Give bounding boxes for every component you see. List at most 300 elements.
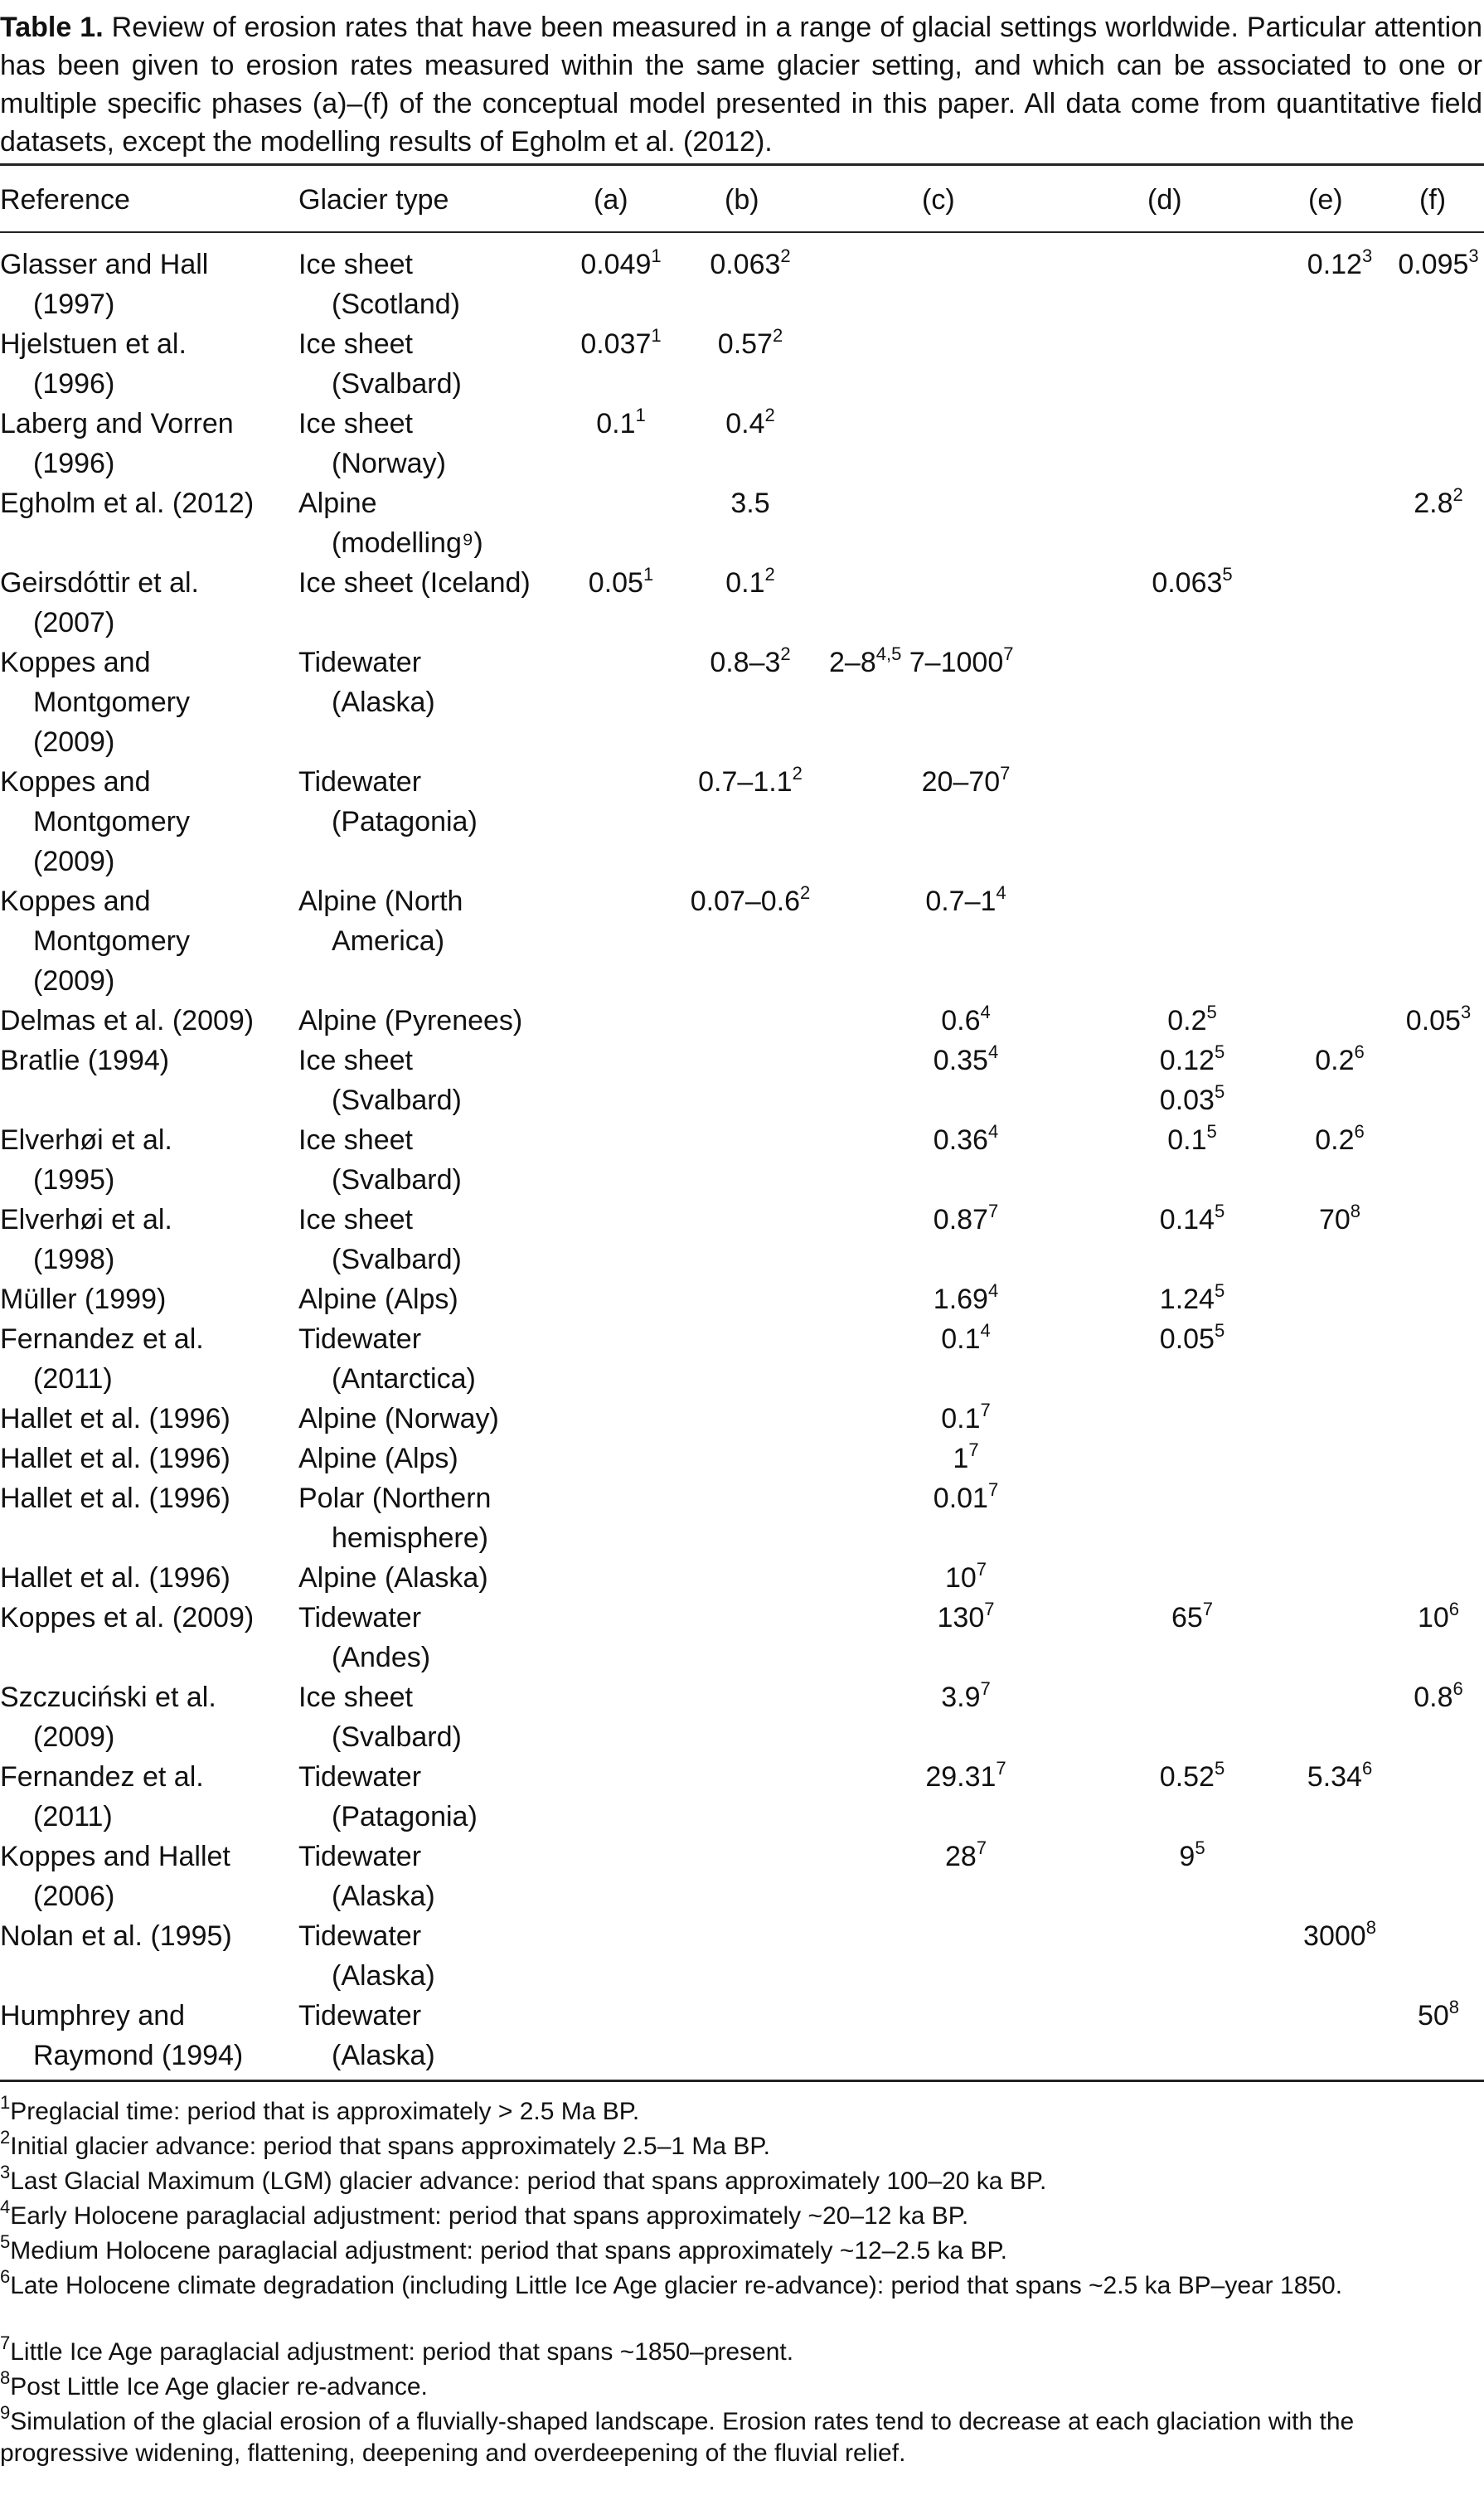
cell-text: (Svalbard): [332, 368, 462, 400]
cell-text: Koppes et al. (2009): [0, 1602, 255, 1633]
header-col-a: (a): [594, 184, 628, 216]
rate-value: 7–1000: [901, 647, 1004, 678]
cell-line: [0, 1717, 216, 1757]
cell-text: Koppes and: [0, 766, 151, 798]
cell-text: Tidewater: [298, 1323, 422, 1355]
rate-value: 0.57: [717, 328, 773, 360]
rate-line: [1118, 1837, 1267, 1876]
row-reference: [0, 1041, 169, 1080]
footnote: [0, 2162, 1482, 2197]
rate-value: 0.07–0.6: [690, 886, 801, 917]
footnote-ref: 2: [764, 563, 775, 585]
rate-line: [829, 643, 1103, 682]
row-glacier-type: [298, 1916, 435, 1996]
rate-line: [1290, 1916, 1389, 1956]
cell-text: America): [332, 925, 445, 957]
footnote: [0, 2367, 1482, 2403]
cell-text: Koppes and: [0, 886, 151, 917]
row-reference: [0, 1478, 230, 1518]
rate-cell-d: [1118, 563, 1267, 603]
rate-value: 65: [1171, 1602, 1203, 1633]
cell-text: Montgomery: [33, 687, 190, 718]
rate-line: [567, 563, 675, 603]
cell-line: [298, 1598, 430, 1638]
footnote-text: Late Holocene climate degradation (including Little Ice Age glacier re-advance): period that spans ~2.5 ka BP–year 1850.: [10, 2272, 1343, 2299]
footnote-ref: 2: [764, 404, 775, 425]
row-reference: [0, 1399, 230, 1439]
cell-line: [298, 483, 483, 523]
rate-cell-c: [829, 1279, 1103, 1319]
rate-cell-b: [680, 324, 821, 364]
cell-text: (2011): [33, 1363, 113, 1395]
cell-text: Fernandez et al.: [0, 1323, 204, 1355]
cell-line: [298, 1319, 476, 1359]
rate-line: [680, 483, 821, 523]
row-glacier-type: [298, 1598, 430, 1677]
cell-line: [298, 444, 446, 483]
rate-cell-a: [567, 324, 675, 364]
footnote-ref: 5: [1214, 1279, 1225, 1301]
row-glacier-type: [298, 324, 462, 404]
rate-line: [1393, 245, 1484, 284]
footnote-ref: 4: [987, 1041, 999, 1062]
cell-text: Glasser and Hall: [0, 249, 209, 280]
rate-value: 0.01: [933, 1483, 988, 1514]
rate-cell-c: [829, 1399, 1103, 1439]
rate-cell-b: [680, 762, 821, 802]
row-reference: [0, 1677, 216, 1757]
footnote-number: 2: [0, 2127, 11, 2148]
cell-text: Laberg and Vorren: [0, 408, 234, 439]
rate-value: 1.24: [1159, 1284, 1215, 1315]
header-col-d: (d): [1147, 184, 1182, 216]
footnote-text: Preglacial time: period that is approximately > 2.5 Ma BP.: [10, 2098, 640, 2125]
row-reference: [0, 1916, 232, 1956]
rate-line: [829, 762, 1103, 802]
rate-cell-d: [1118, 1757, 1267, 1797]
footnote-ref: 1: [651, 245, 662, 266]
cell-text: Delmas et al. (2009): [0, 1005, 255, 1036]
row-reference: [0, 881, 190, 1001]
cell-line: [0, 1439, 230, 1478]
rate-value: 0.063: [1152, 567, 1223, 599]
rate-value: 3.5: [730, 488, 770, 519]
cell-text: Ice sheet: [298, 1045, 413, 1076]
cell-text: Nolan et al. (1995): [0, 1920, 232, 1952]
rate-value: 0.35: [933, 1045, 988, 1076]
rate-value: 70: [1318, 1204, 1351, 1235]
footnote-text: Last Glacial Maximum (LGM) glacier advance: period that spans approximately 100–20 ka BP.: [10, 2167, 1047, 2195]
rate-cell-c: [829, 1558, 1103, 1598]
cell-line: [298, 643, 435, 682]
cell-text: Fernandez et al.: [0, 1761, 204, 1793]
rate-value: 50: [1417, 2000, 1449, 2031]
cell-line: [0, 1279, 166, 1319]
rate-line: [567, 245, 675, 284]
footnote-ref: 5: [1214, 1041, 1225, 1062]
cell-text: Alpine (North: [298, 886, 463, 917]
cell-text: Elverhøi et al.: [0, 1204, 172, 1235]
footnote-ref: 4: [996, 881, 1006, 903]
cell-text: Tidewater: [298, 1602, 422, 1633]
rate-line: [1118, 1001, 1267, 1041]
cell-text: (Andes): [332, 1642, 431, 1673]
footnote-ref: 5: [1214, 1319, 1225, 1341]
row-glacier-type: [298, 881, 463, 961]
cell-text: Ice sheet (Iceland): [298, 567, 531, 599]
cell-line: [298, 523, 483, 563]
row-glacier-type: [298, 1279, 458, 1319]
footnote-ref: 7: [980, 1399, 991, 1420]
cell-line: [298, 682, 435, 722]
cell-text: Elverhøi et al.: [0, 1124, 172, 1156]
cell-line: [298, 1518, 491, 1558]
cell-line: [0, 404, 234, 444]
cell-line: [0, 1399, 230, 1439]
rate-value: 0.1: [941, 1323, 981, 1355]
cell-line: [0, 762, 190, 802]
rate-line: [829, 881, 1103, 921]
cell-line: [298, 762, 478, 802]
rate-line: [1290, 1041, 1389, 1080]
rate-line: [1118, 1757, 1267, 1797]
rate-value: 3.9: [941, 1682, 981, 1713]
top-rule: [0, 163, 1484, 166]
cell-line: [0, 643, 190, 682]
rate-line: [1118, 563, 1267, 603]
cell-line: [298, 1876, 435, 1916]
rate-cell-c: [829, 762, 1103, 802]
cell-line: [298, 1478, 491, 1518]
rate-cell-c: [829, 1837, 1103, 1876]
rate-cell-a: [567, 563, 675, 603]
cell-line: [0, 1120, 172, 1160]
footnote-ref: 6: [1361, 1757, 1373, 1779]
rate-value: 1.69: [933, 1284, 988, 1315]
row-glacier-type: [298, 1837, 435, 1916]
footnote: [0, 2231, 1482, 2267]
cell-line: [298, 1757, 478, 1797]
rate-value: 0.8: [1414, 1682, 1453, 1713]
rate-cell-b: [680, 404, 821, 444]
cell-text: Koppes and Hallet: [0, 1841, 230, 1872]
rate-line: [1393, 483, 1484, 523]
cell-line: [298, 284, 460, 324]
footnote-ref: 5: [1214, 1080, 1225, 1102]
footnote-ref: 7: [996, 1757, 1006, 1779]
row-glacier-type: [298, 1558, 488, 1598]
footnote-ref: 1: [651, 324, 662, 346]
rate-cell-c: [829, 1200, 1103, 1240]
rate-cell-f: [1393, 483, 1484, 523]
cell-line: [298, 245, 460, 284]
rate-line: [1290, 1120, 1389, 1160]
footnote-number: 7: [0, 2332, 11, 2353]
rate-line: [680, 881, 821, 921]
row-reference: [0, 1837, 230, 1916]
cell-line: [298, 1120, 462, 1160]
rate-value: 5.34: [1307, 1761, 1362, 1793]
footnote-ref: 7: [1003, 643, 1014, 664]
rate-line: [1118, 1319, 1267, 1359]
cell-text: Tidewater: [298, 1920, 422, 1952]
rate-cell-c: [829, 1319, 1103, 1359]
cell-line: [298, 324, 462, 364]
cell-text: Montgomery: [33, 806, 190, 837]
cell-line: [298, 2036, 435, 2075]
rate-value: 0.2: [1315, 1124, 1355, 1156]
footnote-ref: 4: [980, 1001, 991, 1022]
rate-cell-f: [1393, 245, 1484, 284]
rate-cell-c: [829, 643, 1103, 682]
rate-line: [680, 404, 821, 444]
footnote-ref: 4: [987, 1120, 999, 1142]
footnote-ref: 7: [968, 1439, 979, 1460]
cell-line: [298, 1916, 435, 1956]
row-glacier-type: [298, 1120, 462, 1200]
rate-line: [680, 563, 821, 603]
rate-value: 29.31: [925, 1761, 997, 1793]
rate-value: 10: [944, 1562, 977, 1594]
row-reference: [0, 483, 254, 523]
cell-line: [0, 324, 187, 364]
footnote-ref: 2: [780, 643, 791, 664]
cell-line: [298, 1797, 478, 1837]
cell-line: [298, 1240, 462, 1279]
footnote: [0, 2092, 1482, 2128]
cell-text: Tidewater: [298, 1841, 422, 1872]
cell-text: (2009): [33, 1721, 115, 1753]
cell-line: [298, 881, 463, 921]
rate-cell-f: [1393, 1001, 1484, 1041]
rate-line: [829, 1120, 1103, 1160]
rate-value: 3000: [1303, 1920, 1366, 1952]
footnote-ref: 7: [976, 1837, 987, 1858]
footnote-text: Simulation of the glacial erosion of a fluvially-shaped landscape. Erosion rates tend to decrease at each glaciation with the progressive widening, flattening, deepening and overdeepening of the fluvial relief.: [0, 2408, 1355, 2467]
cell-text: (Svalbard): [332, 1164, 462, 1196]
row-reference: [0, 1319, 204, 1399]
rate-cell-c: [829, 1041, 1103, 1080]
row-reference: [0, 404, 234, 483]
cell-text: Hallet et al. (1996): [0, 1562, 230, 1594]
cell-text: (2009): [33, 846, 115, 877]
rate-line: [829, 1598, 1103, 1638]
cell-text: (1996): [33, 368, 115, 400]
rate-line: [829, 1439, 1103, 1478]
footnote-ref: 3: [1460, 1001, 1472, 1022]
cell-line: [298, 921, 463, 961]
footnote: [0, 2402, 1482, 2469]
rate-cell-d: [1118, 1041, 1267, 1120]
cell-text: Polar (Northern: [298, 1483, 492, 1514]
cell-line: [298, 1279, 458, 1319]
cell-line: [298, 1717, 462, 1757]
header-col-b: (b): [725, 184, 759, 216]
row-glacier-type: [298, 1677, 462, 1757]
caption-text: Review of erosion rates that have been measured in a range of glacial settings worldwide. Particular attention has been given to erosion rates measured within the same glacier setting, and which can be associated to one or multiple specific phases (a)–(f) of the conceptual model presented in this paper. All data come from quantitative field datasets, except the modelling results of Egholm et al. (2012).: [0, 12, 1482, 158]
cell-line: [0, 1558, 230, 1598]
rate-cell-d: [1118, 1319, 1267, 1359]
rate-cell-f: [1393, 1677, 1484, 1717]
rate-line: [829, 1001, 1103, 1041]
cell-text: Hallet et al. (1996): [0, 1443, 230, 1474]
cell-text: Hjelstuen et al.: [0, 328, 187, 360]
cell-line: [0, 881, 190, 921]
rate-cell-c: [829, 1598, 1103, 1638]
cell-line: [0, 1001, 254, 1041]
rate-cell-c: [829, 1120, 1103, 1160]
footnote-ref: 6: [1452, 1677, 1463, 1699]
footnote-text: Post Little Ice Age glacier re-advance.: [10, 2373, 428, 2400]
footnote-ref: 5: [1214, 1757, 1225, 1779]
row-reference: [0, 1279, 166, 1319]
rate-cell-f: [1393, 1598, 1484, 1638]
cell-line: [298, 1080, 462, 1120]
rate-value: 0.87: [933, 1204, 988, 1235]
rate-cell-a: [567, 245, 675, 284]
footnote-ref: 7: [1000, 762, 1011, 784]
row-glacier-type: [298, 1757, 478, 1837]
cell-text: Tidewater: [298, 766, 422, 798]
cell-line: [0, 1916, 232, 1956]
rate-value: 0.7–1.1: [698, 766, 793, 798]
footnote-number: 1: [0, 2092, 11, 2113]
row-reference: [0, 324, 187, 404]
header-col-c: (c): [922, 184, 955, 216]
row-reference: [0, 1120, 172, 1200]
cell-line: [0, 603, 199, 643]
header-rule: [0, 231, 1484, 233]
rate-line: [829, 1677, 1103, 1717]
footnote-ref: 5: [1214, 1200, 1225, 1221]
rate-cell-e: [1290, 1120, 1389, 1160]
row-glacier-type: [298, 1001, 522, 1041]
rate-value: 28: [944, 1841, 977, 1872]
rate-value: 0.12: [1159, 1045, 1215, 1076]
footnote-ref: 2: [1452, 483, 1463, 505]
cell-text: (Svalbard): [332, 1244, 462, 1275]
footnote-ref: 4: [987, 1279, 999, 1301]
cell-line: [0, 921, 190, 961]
rate-line: [1118, 1279, 1267, 1319]
row-glacier-type: [298, 762, 478, 842]
cell-line: [0, 1041, 169, 1080]
footnote-ref: 4,5: [875, 643, 902, 664]
footnote-ref: 7: [987, 1200, 999, 1221]
cell-text: Szczuciński et al.: [0, 1682, 216, 1713]
cell-text: (Alaska): [332, 2040, 435, 2071]
footnote-ref: 7: [984, 1598, 995, 1619]
rate-value: 0.095: [1398, 249, 1469, 280]
cell-text: (Patagonia): [332, 806, 478, 837]
cell-text: Alpine (Norway): [298, 1403, 499, 1434]
rate-cell-c: [829, 1677, 1103, 1717]
rate-cell-c: [829, 1001, 1103, 1041]
cell-line: [298, 404, 446, 444]
rate-value: 0.2: [1315, 1045, 1355, 1076]
cell-line: [0, 1797, 204, 1837]
row-glacier-type: [298, 1319, 476, 1399]
cell-line: [0, 961, 190, 1001]
rate-cell-d: [1118, 1001, 1267, 1041]
footnote-ref: 6: [1354, 1041, 1365, 1062]
cell-line: [0, 1359, 204, 1399]
cell-line: [0, 563, 199, 603]
cell-text: Tidewater: [298, 1761, 422, 1793]
rate-cell-b: [680, 643, 821, 682]
cell-line: [0, 1598, 254, 1638]
footnote-ref: 5: [1222, 563, 1233, 585]
footnote-ref: 1: [643, 563, 654, 585]
rate-value: 0.1: [725, 567, 765, 599]
rate-line: [1118, 1080, 1267, 1120]
cell-text: Tidewater: [298, 647, 422, 678]
rate-line: [1118, 1598, 1267, 1638]
cell-text: (Norway): [332, 448, 446, 479]
cell-text: Bratlie (1994): [0, 1045, 170, 1076]
rate-cell-e: [1290, 1757, 1389, 1797]
cell-line: [298, 1677, 462, 1717]
cell-text: Alpine (Alps): [298, 1443, 458, 1474]
rate-line: [829, 1279, 1103, 1319]
cell-text: (Svalbard): [332, 1085, 462, 1116]
cell-text: Egholm et al. (2012): [0, 488, 255, 519]
row-glacier-type: [298, 1041, 462, 1120]
rate-cell-d: [1118, 1598, 1267, 1638]
rate-line: [829, 1837, 1103, 1876]
rate-line: [680, 324, 821, 364]
rate-value: 0.063: [710, 249, 781, 280]
cell-line: [298, 1041, 462, 1080]
row-glacier-type: [298, 563, 531, 603]
footnote: [0, 2127, 1482, 2162]
cell-text: Alpine (Alps): [298, 1284, 458, 1315]
cell-line: [298, 1439, 458, 1478]
rate-cell-c: [829, 1478, 1103, 1518]
cell-line: [298, 1956, 435, 1996]
rate-line: [1290, 1200, 1389, 1240]
cell-line: [0, 2036, 243, 2075]
cell-line: [0, 284, 208, 324]
cell-line: [0, 1876, 230, 1916]
rate-cell-b: [680, 245, 821, 284]
cell-line: [298, 563, 531, 603]
footnote-text: Little Ice Age paraglacial adjustment: period that spans ~1850–present.: [10, 2338, 794, 2366]
cell-line: [0, 1200, 172, 1240]
rate-line: [1393, 1001, 1484, 1041]
footnote: [0, 2266, 1482, 2302]
row-reference: [0, 245, 208, 324]
cell-line: [298, 1558, 488, 1598]
row-glacier-type: [298, 1478, 491, 1558]
rate-value: 0.7–1: [925, 886, 997, 917]
cell-text: Ice sheet: [298, 249, 413, 280]
rate-cell-e: [1290, 1200, 1389, 1240]
rate-value: 2–8: [829, 647, 876, 678]
rate-value: 0.4: [725, 408, 765, 439]
cell-line: [298, 1996, 435, 2036]
cell-text: (1998): [33, 1244, 115, 1275]
rate-value: 0.05: [1159, 1323, 1215, 1355]
cell-text: Montgomery: [33, 925, 190, 957]
cell-line: [0, 245, 208, 284]
footnote-text: Medium Holocene paraglacial adjustment: period that spans approximately ~12–2.5 ka BP.: [10, 2237, 1007, 2264]
rate-value: 0.12: [1307, 249, 1362, 280]
footnote-ref: 7: [976, 1558, 987, 1580]
rate-cell-e: [1290, 1041, 1389, 1080]
rate-value: 0.1: [941, 1403, 981, 1434]
rate-value: 0.1: [1167, 1124, 1207, 1156]
